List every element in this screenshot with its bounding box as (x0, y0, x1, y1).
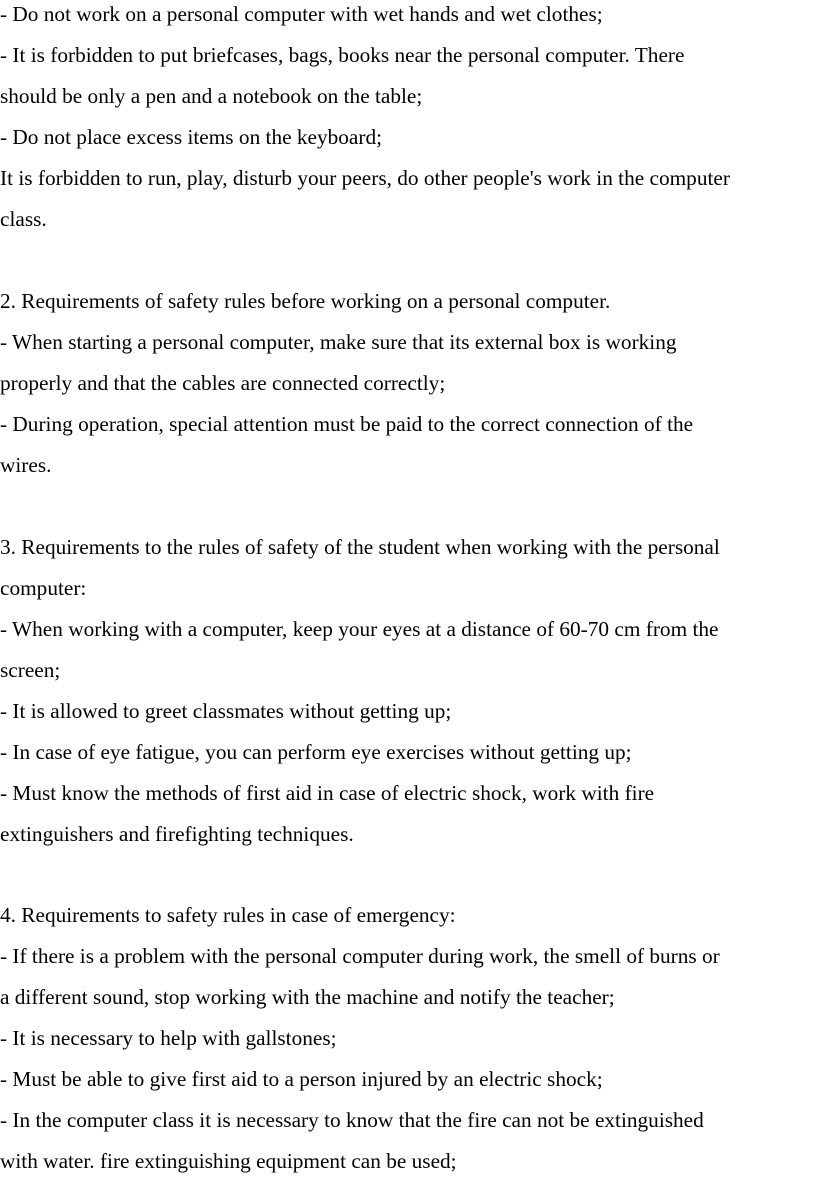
text-line: - Do not work on a personal computer with wet hands and wet clothes; (0, 2, 603, 26)
text-line: - Do not place excess items on the keyboard; (0, 125, 383, 149)
text-line: with water. fire extinguishing equipment can be used; (0, 1149, 457, 1173)
text-line: should be only a pen and a notebook on the table; (0, 84, 423, 108)
text-line: - In the computer class it is necessary to know that the fire can not be extinguished (0, 1108, 704, 1132)
section-heading: 2. Requirements of safety rules before working on a personal computer. (0, 289, 611, 313)
text-line: - Must be able to give first aid to a person injured by an electric shock; (0, 1067, 603, 1091)
text-line: wires. (0, 453, 52, 477)
text-line: - When working with a computer, keep your eyes at a distance of 60-70 cm from the (0, 617, 719, 641)
text-line: extinguishers and firefighting techniques. (0, 822, 354, 846)
text-line: - Must know the methods of first aid in case of electric shock, work with fire (0, 781, 655, 805)
text-line: properly and that the cables are connected correctly; (0, 371, 446, 395)
text-line: - It is necessary to help with gallstones; (0, 1026, 337, 1050)
text-line: class. (0, 207, 47, 231)
text-line: - It is forbidden to put briefcases, bags, books near the personal computer. There (0, 43, 685, 67)
section-heading: 3. Requirements to the rules of safety of the student when working with the personal (0, 535, 720, 559)
text-line: - During operation, special attention must be paid to the correct connection of the (0, 412, 694, 436)
text-line: - If there is a problem with the personal computer during work, the smell of burns or (0, 944, 720, 968)
text-line: It is forbidden to run, play, disturb your peers, do other people's work in the computer (0, 166, 730, 190)
text-line: screen; (0, 658, 61, 682)
text-line: computer: (0, 576, 87, 600)
section-heading: 4. Requirements to safety rules in case of emergency: (0, 903, 456, 927)
text-line: - In case of eye fatigue, you can perform eye exercises without getting up; (0, 740, 632, 764)
text-line: - It is allowed to greet classmates without getting up; (0, 699, 452, 723)
text-line: a different sound, stop working with the machine and notify the teacher; (0, 985, 615, 1009)
text-line: - When starting a personal computer, make sure that its external box is working (0, 330, 677, 354)
